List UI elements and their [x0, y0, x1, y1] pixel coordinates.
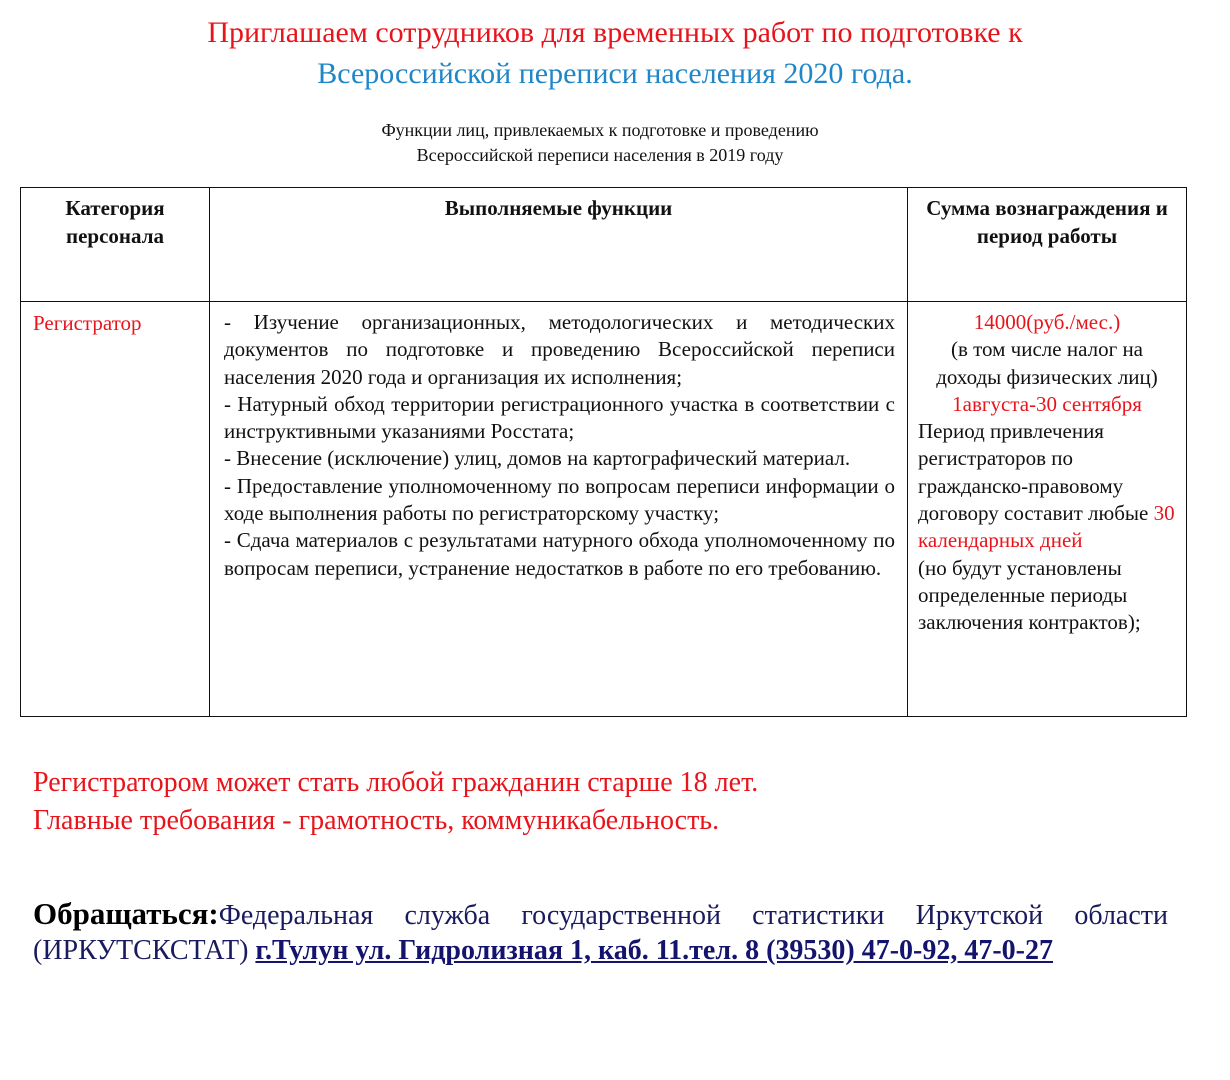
- pay-cell: [908, 302, 1187, 717]
- function-item: - Внесение (исключение) улиц, домов на картографический материал.: [224, 446, 851, 471]
- table-caption: [0, 118, 1200, 168]
- function-item: - Натурный обход территории регистрационного участка в соответствии с инструктивными указаниями Росстата;: [224, 391, 895, 444]
- function-item: - Изучение организационных, методологических и методических документов по подготовке и проведению Всероссийской переписи населения 2020 года и организация их исполнения;: [224, 310, 895, 389]
- category-cell: Регистратор: [21, 302, 210, 717]
- contact-organization: Федеральная служба государственной статистики Иркутской области (ИРКУТСКСТАТ): [33, 900, 1168, 966]
- caption-line-1: Функции лиц, привлекаемых к подготовке и проведению: [381, 120, 819, 140]
- notice-line-2: Главные требования - грамотность, коммуникабельность.: [33, 805, 720, 836]
- contact-address-link[interactable]: г.Тулун ул. Гидролизная 1, каб. 11.тел. 8 (39530) 47-0-92, 47-0-27: [255, 935, 1054, 966]
- heading-line-1: Приглашаем сотрудников для временных работ по подготовке к: [207, 16, 1023, 49]
- notice-line-1: Регистратором может стать любой гражданин старше 18 лет.: [33, 767, 759, 798]
- duration-text: [918, 418, 1176, 554]
- contact-info: [33, 896, 1168, 968]
- contact-label: Обращаться:: [33, 896, 219, 931]
- table-row: [21, 302, 1187, 717]
- duration-days: 30 календарных дней: [918, 501, 1175, 553]
- functions-table: [20, 187, 1187, 717]
- caption-line-2: Всероссийской переписи населения в 2019 году: [416, 145, 784, 165]
- duration-prefix: Период привлечения регистраторов по гражданско-правовому договору составит любые: [918, 419, 1149, 526]
- header-category: Категория персонала: [21, 188, 210, 302]
- work-period: 1августа-30 сентября: [952, 391, 1142, 416]
- tax-note: (в том числе налог на доходы физических лиц): [936, 337, 1158, 389]
- contract-note: (но будут установлены определенные периоды заключения контрактов);: [918, 555, 1141, 635]
- requirements-notice: [33, 764, 758, 840]
- table-header-row: [21, 188, 1187, 302]
- function-item: - Сдача материалов с результатами натурного обхода уполномоченному по вопросам переписи, устранение недостатков в работе по его требованию.: [224, 528, 895, 580]
- pay-amount: 14000(руб./мес.): [973, 310, 1121, 334]
- header-pay: Сумма вознаграждения и период работы: [908, 188, 1187, 302]
- header-functions: Выполняемые функции: [210, 188, 908, 302]
- function-item: - Предоставление уполномоченному по вопросам переписи информации о ходе выполнения работы по регистраторскому участку;: [224, 473, 895, 526]
- announcement-heading: [0, 12, 1230, 94]
- heading-line-2: Всероссийской переписи населения 2020 года.: [317, 57, 913, 90]
- functions-cell: [210, 302, 908, 717]
